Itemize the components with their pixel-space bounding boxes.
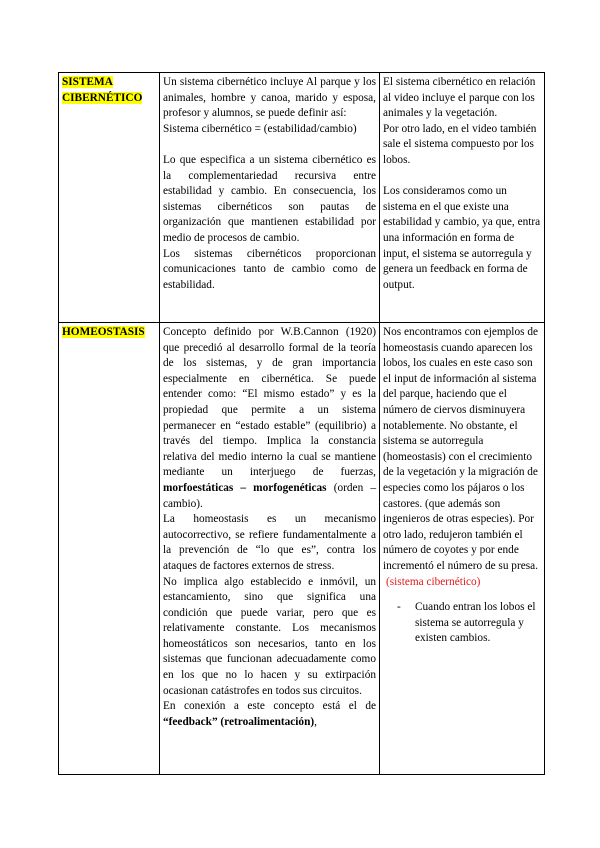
bullet-dash: -	[397, 601, 401, 614]
list-item	[383, 600, 541, 647]
definition-paragraph: Los sistemas cibernéticos proporcionan comunicaciones tanto de cambio como de estabilidad.	[163, 247, 376, 291]
example-paragraph: Por otro lado, en el video también sale el sistema compuesto por los lobos.	[383, 122, 537, 166]
definition-bold-text: morfoestáticas – morfogenéticas	[163, 481, 327, 494]
table-row	[59, 73, 545, 323]
example-paragraph: Los consideramos como un sistema en el que existe una estabilidad y cambio, ya que, entra una información en forma de input, el sistema se autorregula y genera un feedback en forma de output.	[383, 185, 541, 291]
example-cell	[380, 73, 545, 323]
example-cell	[380, 323, 545, 775]
concept-table	[58, 72, 545, 775]
term-homeostasis: HOMEOSTASIS	[62, 326, 145, 338]
definition-text: (orden – cambio).	[163, 481, 376, 510]
bullet-text: Cuando entran los lobos el sistema se autorregula y existen cambios.	[415, 601, 536, 645]
definition-text: Concepto definido por W.B.Cannon (1920) que precedió al desarrollo formal de la teoría de los sistemas, y de gran importancia especialmente en cibernética. Se puede entender como: “El mismo estado” y es la propiedad que permite a un sistema permanecer en “estado estable” (equilibrio) a través del tiempo. Implica la constancia relativa del medio interno la cual se mantiene mediante un interjuego de fuerzas,	[163, 326, 376, 479]
term-sistema-cibernetico: SISTEMA CIBERNÉTICO	[62, 76, 143, 104]
definition-paragraph	[163, 699, 376, 730]
definition-paragraph: La homeostasis es un mecanismo autocorrectivo, se refiere fundamentalmente a la prevención de “lo que es”, contra los ataques de factores externos de stress.	[163, 513, 376, 572]
definition-cell	[160, 323, 380, 775]
table-row	[59, 323, 545, 775]
term-cell	[59, 73, 160, 323]
definition-paragraph: Lo que especifica a un sistema cibernético es la complementariedad recursiva entre estabilidad y cambio. En consecuencia, los sistemas cibernéticos son pautas de organización que mantienen estabilidad por medio de procesos de cambio.	[163, 153, 376, 244]
definition-cell	[160, 73, 380, 323]
example-paragraph: El sistema cibernético en relación al video incluye el parque con los animales y la vegetación.	[383, 76, 536, 120]
term-cell	[59, 323, 160, 775]
red-note: (sistema cibernético)	[386, 575, 481, 588]
definition-paragraph	[163, 325, 376, 512]
example-paragraph: Nos encontramos con ejemplos de homeostasis cuando aparecen los lobos, los cuales en este caso son el input de información al sistema del parque, haciendo que el número de ciervos disminuyera notablemente. No obstante, el sistema se autorregula (homeostasis) con el crecimiento de la vegetación y la migración de especies como los pájaros o los castores. (que además son ingenieros de otras especies). Por otro lado, redujeron también el número de coyotes y por ende incrementó el número de su presa.	[383, 326, 538, 572]
definition-paragraph: No implica algo establecido e inmóvil, un estancamiento, sino que significa una condición que puede variar, pero que es relativamente constante. Los mecanismos homeostáticos son necesarios, tanto en los sistemas que funcionan adecuadamente como en los que no lo hacen y su extirpación ocasionan catástrofes en todos sus circuitos.	[163, 575, 376, 697]
definition-text: ,	[314, 715, 317, 728]
definition-paragraph: Un sistema cibernético incluye Al parque y los animales, hombre y canoa, marido y esposa, profesor y alumnos, se puede definir así:	[163, 76, 376, 120]
definition-bold-text: “feedback” (retroalimentación)	[163, 715, 315, 728]
definition-text: En conexión a este concepto está el de	[163, 700, 376, 713]
definition-formula: Sistema cibernético = (estabilidad/cambio)	[163, 122, 357, 135]
